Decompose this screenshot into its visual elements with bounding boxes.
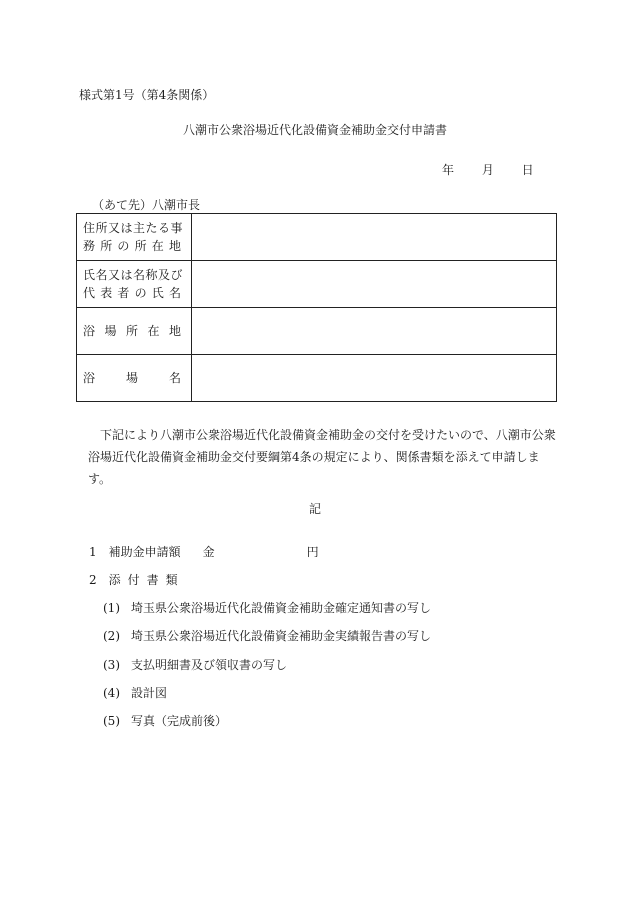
attachment-item (103, 656, 287, 673)
address-label-line2 (83, 237, 181, 255)
attachment-text: 設計図 (131, 686, 168, 700)
attachment-text: 写真（完成前後） (131, 714, 228, 728)
date-day: 日 (521, 163, 534, 177)
label-char: 地 (168, 324, 181, 338)
item1-number: 1 (89, 545, 97, 559)
item2-number: 2 (89, 573, 97, 587)
name-label-line2 (83, 284, 181, 302)
bath-location-value-cell[interactable] (192, 308, 557, 355)
name-label-line1: 氏名又は名称及び (83, 268, 184, 282)
label-char: 在 (147, 324, 160, 338)
attachment-item (103, 599, 431, 616)
bath-name-value-cell[interactable] (192, 355, 557, 402)
label-char: 場 (104, 324, 117, 338)
table-row-name (77, 261, 557, 308)
table-row-bath-name (77, 355, 557, 402)
label-char: 所 (134, 239, 147, 253)
address-value-cell[interactable] (192, 214, 557, 261)
attachment-text: 埼玉県公衆浴場近代化設備資金補助金確定通知書の写し (131, 601, 432, 615)
bath-location-label-text (83, 322, 181, 340)
label-char: 浴 (83, 324, 96, 338)
address-label (77, 214, 192, 261)
addressee: （あて先）八潮市長 (92, 198, 201, 212)
attachment-item (103, 712, 227, 729)
item1-currency-prefix: 金 (202, 545, 215, 559)
label-char: の (134, 286, 147, 300)
date-year: 年 (442, 163, 455, 177)
attachment-number: (1) (103, 601, 120, 615)
label-char: 浴 (83, 371, 96, 385)
label-char: 者 (117, 286, 130, 300)
item1-unit: 円 (306, 545, 319, 559)
label-char: 名 (168, 371, 181, 385)
note-mark: 記 (308, 502, 321, 516)
bath-name-label (77, 355, 192, 402)
label-char: 表 (100, 286, 113, 300)
attachment-number: (2) (103, 629, 120, 643)
date-month: 月 (481, 163, 494, 177)
label-char: 地 (168, 239, 181, 253)
label-char: 場 (125, 371, 138, 385)
table-row-bath-location (77, 308, 557, 355)
item2-label: 添付書類 (108, 573, 185, 587)
label-char: 代 (83, 286, 96, 300)
body-text (88, 424, 558, 490)
attachment-text: 支払明細書及び領収書の写し (131, 658, 288, 672)
attachment-text: 埼玉県公衆浴場近代化設備資金補助金実績報告書の写し (131, 629, 432, 643)
form-number: 様式第1号（第4条関係） (79, 88, 215, 102)
attachment-item (103, 684, 167, 701)
attachment-number: (3) (103, 658, 120, 672)
item-attachments (89, 571, 185, 588)
applicant-info-table (76, 213, 557, 402)
label-char: 在 (151, 239, 164, 253)
table-row-address (77, 214, 557, 261)
item1-label: 補助金申請額 (108, 545, 181, 559)
bath-name-label-text (83, 369, 181, 387)
label-char: 名 (168, 286, 181, 300)
label-char: 所 (125, 324, 138, 338)
label-char: 務 (83, 239, 96, 253)
label-char: 所 (100, 239, 113, 253)
label-char: 氏 (151, 286, 164, 300)
attachment-number: (4) (103, 686, 120, 700)
name-label (77, 261, 192, 308)
attachment-item (103, 627, 431, 644)
label-char: の (117, 239, 130, 253)
item-subsidy-amount (89, 543, 319, 560)
name-value-cell[interactable] (192, 261, 557, 308)
address-label-line1: 住所又は主たる事 (83, 221, 184, 235)
document-title: 八潮市公衆浴場近代化設備資金補助金交付申請書 (182, 123, 447, 137)
bath-location-label (77, 308, 192, 355)
body-paragraph: 下記により八潮市公衆浴場近代化設備資金補助金の交付を受けたいので、八潮市公衆浴場近代化設備資金補助金交付要綱第4条の規定により、関係書類を添えて申請します。 (88, 428, 556, 486)
attachment-number: (5) (103, 714, 120, 728)
date-line (442, 161, 534, 178)
